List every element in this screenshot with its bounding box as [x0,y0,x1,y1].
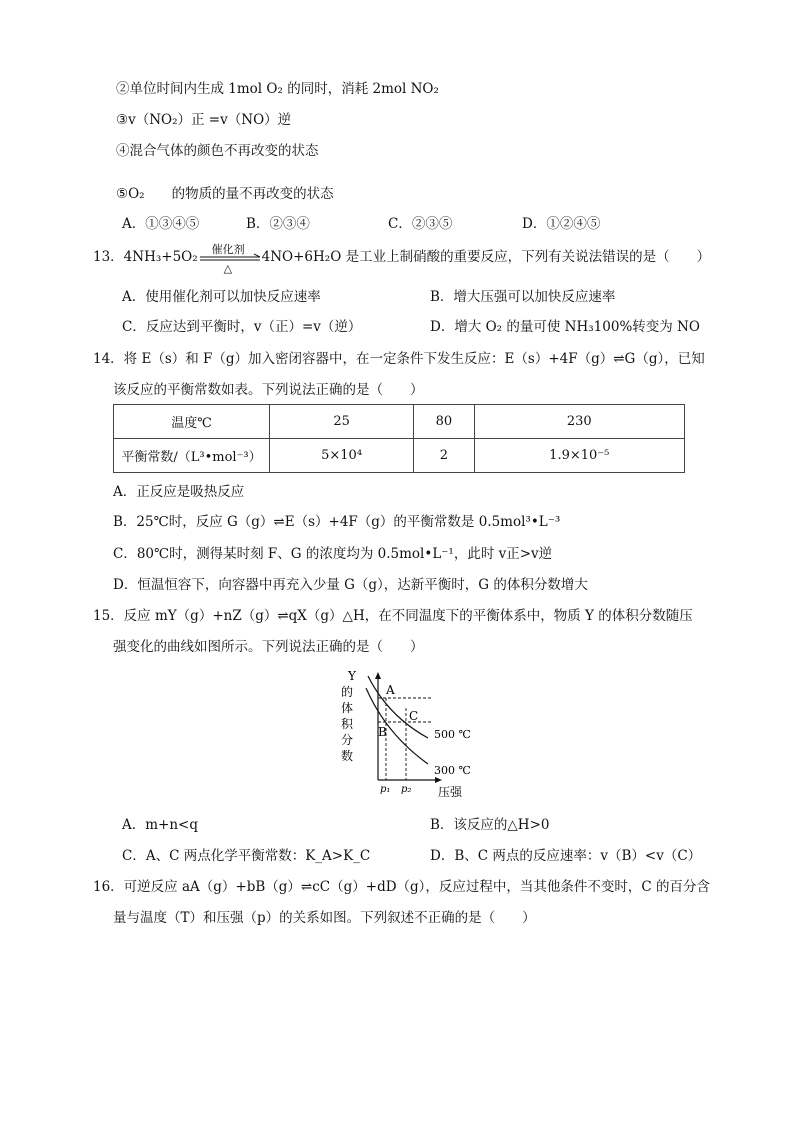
q13-products-and-question: 4NO+6H₂O 是工业上制硝酸的重要反应，下列有关说法错误的是（ ） [261,249,711,265]
tick-p2: p₂ [401,784,412,795]
table-header-constant: 平衡常数/（L³•mol⁻³） [114,439,270,473]
curve-300c [366,688,428,764]
q13-option-d: D．增大 O₂ 的量可使 NH₃100%转变为 NO [430,319,700,335]
point-a-label: A [386,683,395,697]
q13-option-b: B．增大压强可以加快反应速率 [430,289,616,305]
q12-option-d: D．①②④⑤ [522,216,601,232]
q12-statement-3: ③v（NO₂）正 =v（NO）逆 [116,112,292,128]
q14-option-b: B．25℃时，反应 G（g）⇌E（s）+4F（g）的平衡常数是 0.5mol³•L⁻³ [113,514,561,530]
y-label-char-3: 体 [341,701,354,715]
x-axis-label: 压强 [438,785,463,798]
q15-option-b: B．该反应的△H>0 [430,817,550,833]
q13-option-c: C．反应达到平衡时，v（正）=v（逆） [122,319,362,335]
curve-500c-label: 500 ℃ [434,728,471,741]
y-volume-fraction-vs-pressure-graph [328,668,478,798]
q12-statement-4: ④混合气体的颜色不再改变的状态 [116,143,319,159]
point-b-label: B [378,725,387,739]
q14-stem-line-2: 该反应的平衡常数如表。下列说法正确的是（ ） [113,382,424,398]
y-axis-arrow-icon [375,672,381,679]
table-cell-k80: 2 [414,439,474,473]
y-label-char-4: 积 [341,717,354,731]
q12-statement-5: ⑤O₂ 的物质的量不再改变的状态 [116,186,334,202]
q12-statement-2: ②单位时间内生成 1mol O₂ 的同时，消耗 2mol NO₂ [116,81,439,97]
y-label-char-1: Y [348,669,356,683]
q16-stem-line-2: 量与温度（T）和压强（p）的关系如图。下列叙述不正确的是（ ） [113,910,536,926]
tick-p1: p₁ [380,784,391,795]
q16-stem-line-1: 16．可逆反应 aA（g）+bB（g）⇌cC（g）+dD（g），反应过程中，当其他条件不变时，C 的百分含 [93,879,711,895]
curve-500c [368,676,428,738]
q14-option-a: A．正反应是吸热反应 [113,484,245,500]
q14-stem-line-1: 14．将 E（s）和 F（g）加入密闭容器中，在一定条件下发生反应：E（s）+4F（g）⇌G（g），已知 [93,351,705,367]
q13-catalyst-label: 催化剂 [211,242,245,256]
table-header-temperature: 温度℃ [114,405,270,439]
q15-stem-line-2: 强变化的曲线如图所示。下列说法正确的是（ ） [113,639,424,655]
q13-heat-label: △ [223,261,233,275]
table-cell-230: 230 [474,405,684,439]
curve-300c-label: 300 ℃ [434,764,471,777]
x-axis-arrow-icon [435,777,442,783]
q12-option-b: B．②③④ [246,216,310,232]
table-cell-k230: 1.9×10⁻⁵ [474,439,684,473]
q12-option-a: A．①③④⑤ [122,216,200,232]
q14-option-c: C．80℃时，测得某时刻 F、G 的浓度均为 0.5mol•L⁻¹，此时 v正>v逆 [113,546,553,562]
table-row-constant [114,439,685,473]
equilibrium-constant-table [113,404,685,473]
q13-reaction-arrow [198,242,262,275]
q13-option-a: A．使用催化剂可以加快反应速率 [122,289,321,305]
q15-option-d: D．B、C 两点的反应速率：v（B）<v（C） [430,848,702,864]
y-label-char-2: 的 [341,685,354,699]
q15-option-a: A．m+n<q [122,817,199,833]
q13-stem [93,242,711,275]
table-cell-k25: 5×10⁴ [270,439,414,473]
point-c-label: C [409,709,419,723]
q12-option-c: C．②③⑤ [388,216,453,232]
q15-stem-line-1: 15．反应 mY（g）+nZ（g）⇌qX（g）△H，在不同温度下的平衡体系中，物质 Y 的体积分数随压 [93,608,693,624]
q15-option-c: C．A、C 两点化学平衡常数：K_A>K_C [122,848,371,864]
table-cell-80: 80 [414,405,474,439]
y-label-char-5: 分 [341,733,354,747]
y-label-char-6: 数 [341,749,354,763]
table-cell-25: 25 [270,405,414,439]
table-row-temperature [114,405,685,439]
q13-reactants: 13．4NH₃+5O₂ [93,249,198,265]
q14-option-d: D．恒温恒容下，向容器中再充入少量 G（g），达新平衡时，G 的体积分数增大 [113,577,588,593]
